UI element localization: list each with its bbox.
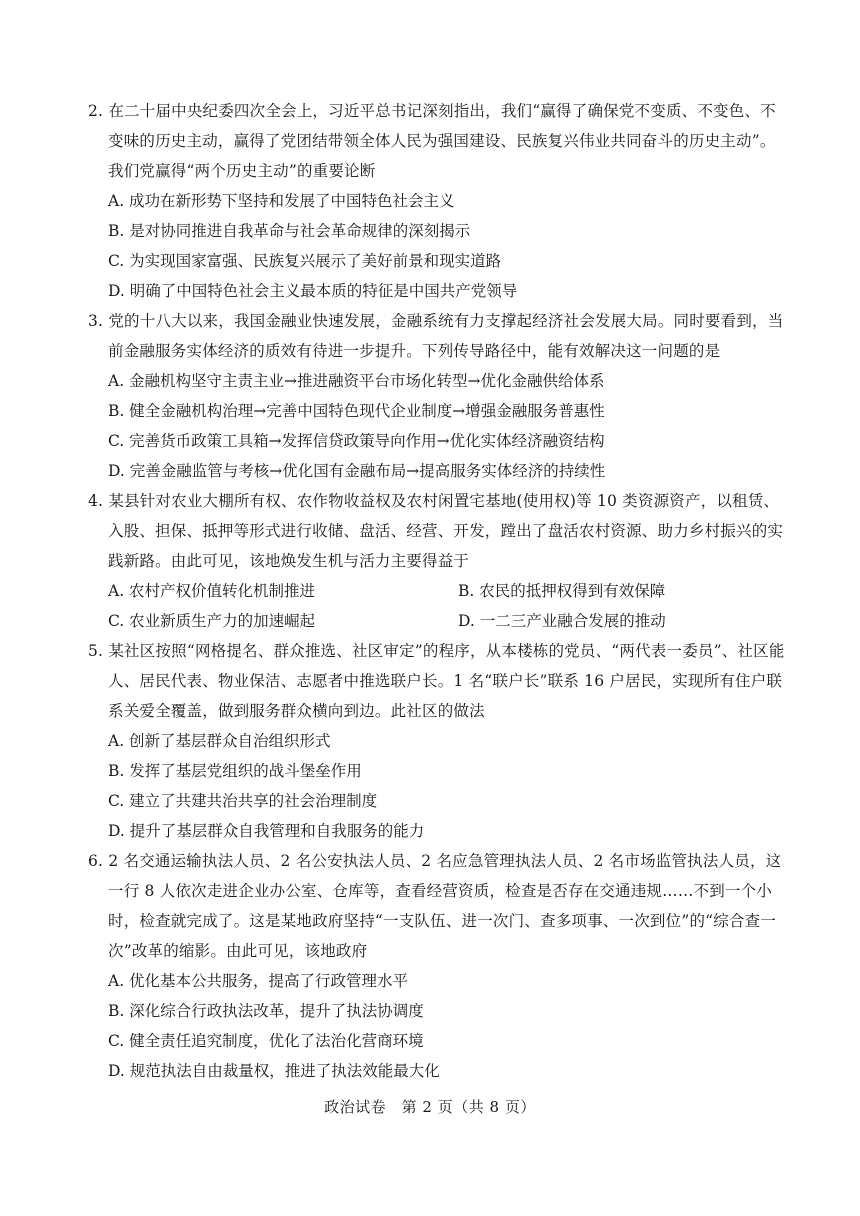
option-c: C. 农业新质生产力的加速崛起	[108, 612, 316, 630]
question-6	[88, 846, 788, 1086]
option-a: A. 优化基本公共服务，提高了行政管理水平	[108, 972, 409, 990]
option-row	[88, 576, 788, 606]
option-b: B. 是对协同推进自我革命与社会革命规律的深刻揭示	[108, 222, 471, 240]
option-b: B. 深化综合行政执法改革，提升了执法协调度	[108, 1002, 424, 1020]
option-a: A. 创新了基层群众自治组织形式	[108, 732, 331, 750]
page-footer: 政治试卷 第 2 页（共 8 页）	[324, 1098, 536, 1116]
question-stem: 4. 某县针对农业大棚所有权、农作物收益权及农村闲置宅基地(使用权)等 10 类资源资产，以租赁、入股、担保、抵押等形式进行收储、盘活、经营、开发，蹚出了盘活农村资源、助力乡村振兴的实践新路。由此可见，该地焕发生机与活力主要得益于	[88, 492, 784, 570]
option-a: A. 金融机构坚守主责主业→推进融资平台市场化转型→优化金融供给体系	[108, 372, 605, 390]
option-row	[88, 606, 788, 636]
option-c: C. 健全责任追究制度，优化了法治化营商环境	[108, 1032, 424, 1050]
question-stem: 3. 党的十八大以来，我国金融业快速发展，金融系统有力支撑起经济社会发展大局。同时要看到，当前金融服务实体经济的质效有待进一步提升。下列传导路径中，能有效解决这一问题的是	[88, 312, 784, 360]
option-b: B. 健全金融机构治理→完善中国特色现代企业制度→增强金融服务普惠性	[108, 402, 605, 420]
option-d: D. 一二三产业融合发展的推动	[458, 612, 666, 630]
question-stem: 6. 2 名交通运输执法人员、2 名公安执法人员、2 名应急管理执法人员、2 名市场监管执法人员，这一行 8 人依次走进企业办公室、仓库等，查看经营资质，检查是否存在交通违规……不到一个小时，检查就完成了。这是某地政府坚持“一支队伍、进一次门、查多项事、一次到位”的“综合查一次”改革的缩影。由此可见，该地政府	[88, 852, 782, 960]
question-stem: 5. 某社区按照“网格提名、群众推选、社区审定”的程序，从本楼栋的党员、“两代表一委员”、社区能人、居民代表、物业保洁、志愿者中推选联户长。1 名“联户长”联系 16 户居民，实现所有住户联系关爱全覆盖，做到服务群众横向到边。此社区的做法	[88, 642, 785, 720]
option-c: C. 完善货币政策工具箱→发挥信贷政策导向作用→优化实体经济融资结构	[108, 432, 605, 450]
option-b: B. 发挥了基层党组织的战斗堡垒作用	[108, 762, 362, 780]
option-d: D. 完善金融监管与考核→优化国有金融布局→提高服务实体经济的持续性	[108, 462, 606, 480]
option-d: D. 规范执法自由裁量权，推进了执法效能最大化	[108, 1062, 440, 1080]
question-5	[88, 636, 788, 846]
question-3	[88, 306, 788, 486]
option-c: C. 建立了共建共治共享的社会治理制度	[108, 792, 378, 810]
option-a: A. 成功在新形势下坚持和发展了中国特色社会主义	[108, 192, 455, 210]
option-d: D. 提升了基层群众自我管理和自我服务的能力	[108, 822, 425, 840]
option-b: B. 农民的抵押权得到有效保障	[458, 582, 666, 600]
question-list	[88, 96, 788, 1086]
option-c: C. 为实现国家富强、民族复兴展示了美好前景和现实道路	[108, 252, 502, 270]
question-2	[88, 96, 788, 306]
question-4	[88, 486, 788, 636]
option-a: A. 农村产权价值转化机制推进	[108, 582, 316, 600]
question-stem: 2. 在二十届中央纪委四次全会上，习近平总书记深刻指出，我们“赢得了确保党不变质、不变色、不变味的历史主动，赢得了党团结带领全体人民为强国建设、民族复兴伟业共同奋斗的历史主动”。我们党赢得“两个历史主动”的重要论断	[88, 102, 776, 180]
option-d: D. 明确了中国特色社会主义最本质的特征是中国共产党领导	[108, 282, 518, 300]
